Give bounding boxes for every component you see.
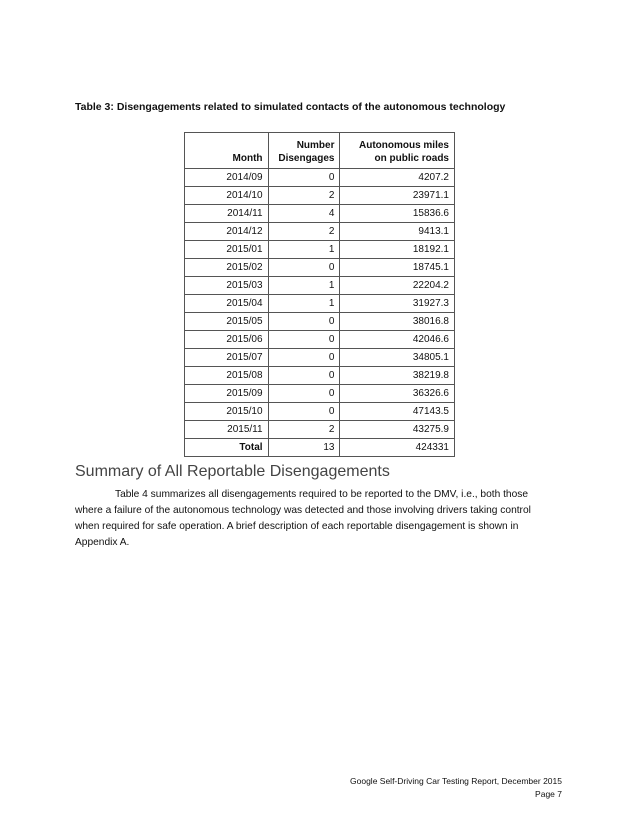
cell-disengages: 0	[268, 349, 340, 367]
cell-miles: 4207.2	[340, 169, 455, 187]
table-row	[185, 403, 455, 421]
cell-miles: 43275.9	[340, 421, 455, 439]
table-row	[185, 331, 455, 349]
cell-disengages: 0	[268, 313, 340, 331]
table-row	[185, 241, 455, 259]
header-month: Month	[185, 133, 269, 169]
cell-miles: 9413.1	[340, 223, 455, 241]
table-row	[185, 223, 455, 241]
total-label: Total	[185, 439, 269, 457]
cell-miles: 31927.3	[340, 295, 455, 313]
cell-miles: 18192.1	[340, 241, 455, 259]
cell-month: 2015/02	[185, 259, 269, 277]
cell-month: 2015/09	[185, 385, 269, 403]
cell-disengages: 1	[268, 241, 340, 259]
cell-disengages: 4	[268, 205, 340, 223]
cell-month: 2015/07	[185, 349, 269, 367]
cell-month: 2015/04	[185, 295, 269, 313]
cell-disengages: 0	[268, 403, 340, 421]
table-caption: Table 3: Disengagements related to simulated contacts of the autonomous technology	[75, 101, 506, 113]
table-row	[185, 313, 455, 331]
cell-month: 2014/12	[185, 223, 269, 241]
table-row	[185, 259, 455, 277]
cell-month: 2015/01	[185, 241, 269, 259]
cell-month: 2014/10	[185, 187, 269, 205]
table-row	[185, 277, 455, 295]
cell-month: 2015/03	[185, 277, 269, 295]
cell-disengages: 2	[268, 187, 340, 205]
cell-disengages: 1	[268, 295, 340, 313]
page-footer	[350, 775, 562, 801]
table-row	[185, 349, 455, 367]
cell-disengages: 2	[268, 223, 340, 241]
cell-disengages: 0	[268, 331, 340, 349]
cell-miles: 34805.1	[340, 349, 455, 367]
total-miles: 424331	[340, 439, 455, 457]
cell-miles: 18745.1	[340, 259, 455, 277]
cell-disengages: 0	[268, 259, 340, 277]
cell-miles: 47143.5	[340, 403, 455, 421]
cell-miles: 15836.6	[340, 205, 455, 223]
cell-miles: 42046.6	[340, 331, 455, 349]
cell-month: 2014/09	[185, 169, 269, 187]
cell-miles: 23971.1	[340, 187, 455, 205]
cell-month: 2014/11	[185, 205, 269, 223]
disengagements-table	[184, 132, 455, 457]
cell-month: 2015/10	[185, 403, 269, 421]
header-miles: Autonomous miles on public roads	[340, 133, 455, 169]
section-heading: Summary of All Reportable Disengagements	[75, 463, 390, 480]
cell-miles: 36326.6	[340, 385, 455, 403]
table-row	[185, 295, 455, 313]
cell-month: 2015/08	[185, 367, 269, 385]
table-row	[185, 187, 455, 205]
table-row	[185, 385, 455, 403]
cell-miles: 38219.8	[340, 367, 455, 385]
cell-miles: 38016.8	[340, 313, 455, 331]
cell-miles: 22204.2	[340, 277, 455, 295]
table-total-row	[185, 439, 455, 457]
total-disengages: 13	[268, 439, 340, 457]
header-disengages: Number Disengages	[268, 133, 340, 169]
table-row	[185, 367, 455, 385]
table-row	[185, 169, 455, 187]
table-row	[185, 421, 455, 439]
cell-month: 2015/05	[185, 313, 269, 331]
table-header-row	[185, 133, 455, 169]
cell-disengages: 1	[268, 277, 340, 295]
cell-disengages: 0	[268, 367, 340, 385]
cell-disengages: 2	[268, 421, 340, 439]
summary-paragraph-text: Table 4 summarizes all disengagements required to be reported to the DMV, i.e., both those where a failure of the autonomous technology was detected and those involving drivers taking control when required for safe operation. A brief description of each reportable disengagement is shown in Appendix A.	[75, 489, 531, 548]
cell-disengages: 0	[268, 385, 340, 403]
table-row	[185, 205, 455, 223]
cell-disengages: 0	[268, 169, 340, 187]
footer-report-title: Google Self-Driving Car Testing Report, December 2015	[350, 776, 562, 786]
summary-paragraph	[75, 487, 555, 551]
footer-page-number: Page 7	[535, 789, 562, 799]
cell-month: 2015/11	[185, 421, 269, 439]
cell-month: 2015/06	[185, 331, 269, 349]
